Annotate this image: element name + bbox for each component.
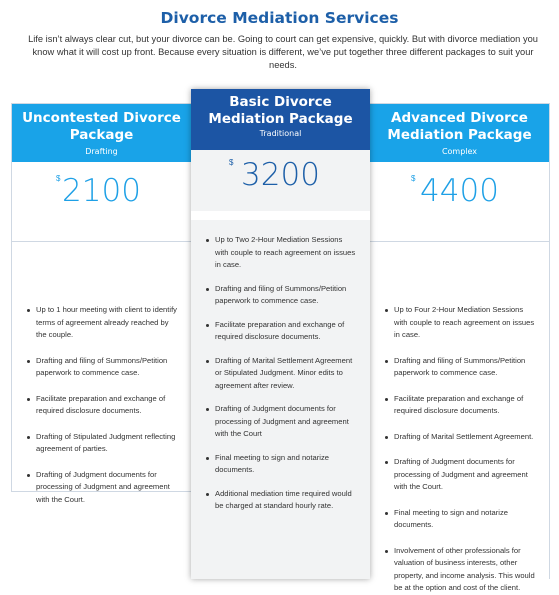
list-item: Involvement of other professionals for valuation of business interests, other property, and income analysis. This would be at the option and cost of the client. xyxy=(370,545,549,595)
currency-symbol: $ xyxy=(56,174,61,183)
package-subtitle: Complex xyxy=(441,147,478,156)
package-header xyxy=(191,89,370,150)
package-name: Basic Divorce Mediation Package xyxy=(208,94,353,127)
list-item: Facilitate preparation and exchange of required disclosure documents. xyxy=(12,393,191,418)
list-item: Drafting of Stipulated Judgment reflecting agreement of parties. xyxy=(12,431,191,456)
list-item: Drafting and filing of Summons/Petition paperwork to commence case. xyxy=(191,283,370,308)
list-item: Drafting of Marital Settlement Agreement. xyxy=(370,431,549,444)
list-item: Drafting of Judgment documents for processing of Judgment and agreement with the Court. xyxy=(12,469,191,507)
package-name: Uncontested Divorce Package xyxy=(22,110,181,143)
list-item: Drafting of Judgment documents for processing of Judgment and agreement with the Court xyxy=(191,403,370,441)
currency-symbol: $ xyxy=(411,174,416,183)
currency-symbol: $ xyxy=(229,158,234,167)
intro-text: Life isn’t always clear cut, but your divorce can be. Going to court can get expensive, quickly. But with divorce mediation you know what it will cost up front. Because every situation is different, we’ve put together three different packages to suit your needs. xyxy=(28,34,538,70)
list-item: Final meeting to sign and notarize documents. xyxy=(191,452,370,477)
price-amount: 4400 xyxy=(420,173,499,209)
package-card-advanced xyxy=(370,103,550,592)
list-item: Drafting of Marital Settlement Agreement or Stipulated Judgment. Minor edits to agreement after review. xyxy=(191,355,370,393)
package-card-basic xyxy=(191,89,370,579)
price-amount: 2100 xyxy=(62,173,141,209)
list-item: Additional mediation time required would be charged at standard hourly rate. xyxy=(191,488,370,513)
package-card-uncontested xyxy=(11,103,191,504)
list-item: Drafting and filing of Summons/Petition paperwork to commence case. xyxy=(12,355,191,380)
list-item: Up to Four 2-Hour Mediation Sessions with couple to reach agreement on issues in case. xyxy=(370,304,549,342)
list-item: Up to 1 hour meeting with client to identify terms of agreement already reached by the couple. xyxy=(12,304,191,342)
page-title: Divorce Mediation Services xyxy=(160,9,399,27)
package-name: Advanced Divorce Mediation Package xyxy=(387,110,532,143)
feature-list xyxy=(191,220,370,513)
feature-list xyxy=(12,242,191,506)
price-amount: 3200 xyxy=(241,157,320,193)
package-price xyxy=(370,162,549,242)
package-header xyxy=(370,104,549,162)
list-item: Facilitate preparation and exchange of required disclosure documents. xyxy=(370,393,549,418)
list-item: Facilitate preparation and exchange of required disclosure documents. xyxy=(191,319,370,344)
list-item: Drafting of Judgment documents for processing of Judgment and agreement with the Court. xyxy=(370,456,549,494)
package-header xyxy=(12,104,191,162)
package-price xyxy=(12,162,191,242)
package-subtitle: Drafting xyxy=(85,147,118,156)
package-subtitle: Traditional xyxy=(259,129,302,138)
feature-list xyxy=(370,242,549,595)
package-price xyxy=(191,150,370,211)
list-item: Final meeting to sign and notarize documents. xyxy=(370,507,549,532)
list-item: Drafting and filing of Summons/Petition paperwork to commence case. xyxy=(370,355,549,380)
list-item: Up to Two 2-Hour Mediation Sessions with couple to reach agreement on issues in case. xyxy=(191,234,370,272)
